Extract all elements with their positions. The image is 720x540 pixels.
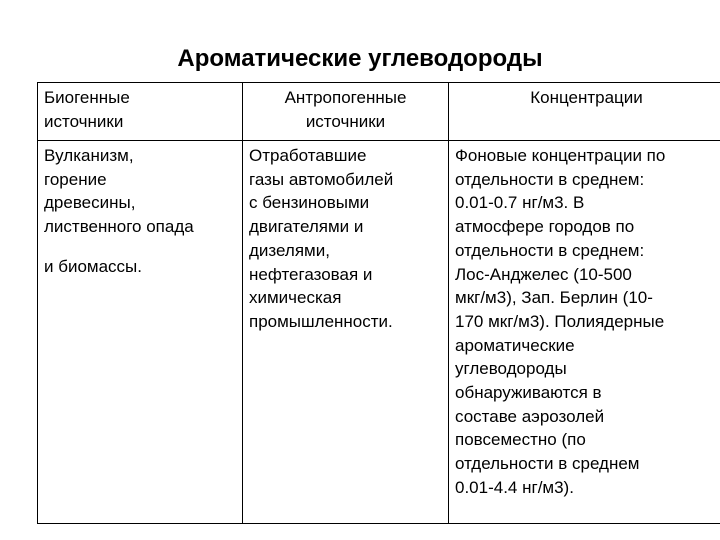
cell-concentrations	[449, 141, 720, 524]
text-line: атмосфере городов по	[455, 217, 635, 237]
text-line: горение	[44, 169, 107, 189]
text-line: лиственного опада	[44, 217, 194, 237]
text-line: 170 мкг/м3). Полиядерные	[455, 311, 665, 331]
text-line: Отработавшие	[249, 146, 367, 165]
table-header-row	[38, 83, 720, 141]
text-line: повсеместно (по	[455, 430, 586, 450]
text-line: отдельности в среднем:	[455, 240, 645, 260]
header-anthropogenic-sources: Антропогенные источники	[243, 83, 449, 141]
cell-biogenic-sources	[38, 141, 243, 524]
header-concentrations: Концентрации	[449, 83, 720, 141]
text-line: двигателями и	[249, 217, 364, 237]
text-line: Вулканизм,	[44, 146, 134, 165]
header-biogenic-sources: Биогенные источники	[38, 83, 243, 141]
text-line: газы автомобилей	[249, 169, 394, 189]
text-line: с бензиновыми	[249, 193, 370, 213]
text-line: химическая	[249, 288, 342, 308]
text-line: 0.01-4.4 нг/м3).	[455, 477, 574, 497]
text-line: и биомассы.	[44, 256, 142, 276]
text-line: отдельности в среднем:	[455, 169, 645, 189]
text-line: углеводороды	[455, 359, 567, 379]
text-line: древесины,	[44, 193, 136, 213]
table-row	[38, 141, 720, 524]
page-title: Ароматические углеводороды	[177, 45, 543, 72]
text-line: нефтегазовая и	[249, 264, 373, 284]
text-line: 0.01-0.7 нг/м3. В	[455, 193, 585, 213]
text-line: отдельности в среднем	[455, 454, 640, 474]
text-line: Лос-Анджелес (10-500	[455, 264, 632, 284]
line-gap	[44, 239, 236, 255]
text-line: промышленности.	[249, 311, 393, 331]
text-line: дизелями,	[249, 240, 330, 260]
cell-anthropogenic-sources	[243, 141, 449, 524]
text-line: ароматические	[455, 335, 575, 355]
text-line: мкг/м3), Зап. Берлин (10-	[455, 288, 653, 308]
text-line: Фоновые концентрации по	[455, 146, 666, 165]
text-line: обнаруживаются в	[455, 383, 602, 403]
text-line: составе аэрозолей	[455, 406, 605, 426]
sources-table	[37, 82, 720, 524]
